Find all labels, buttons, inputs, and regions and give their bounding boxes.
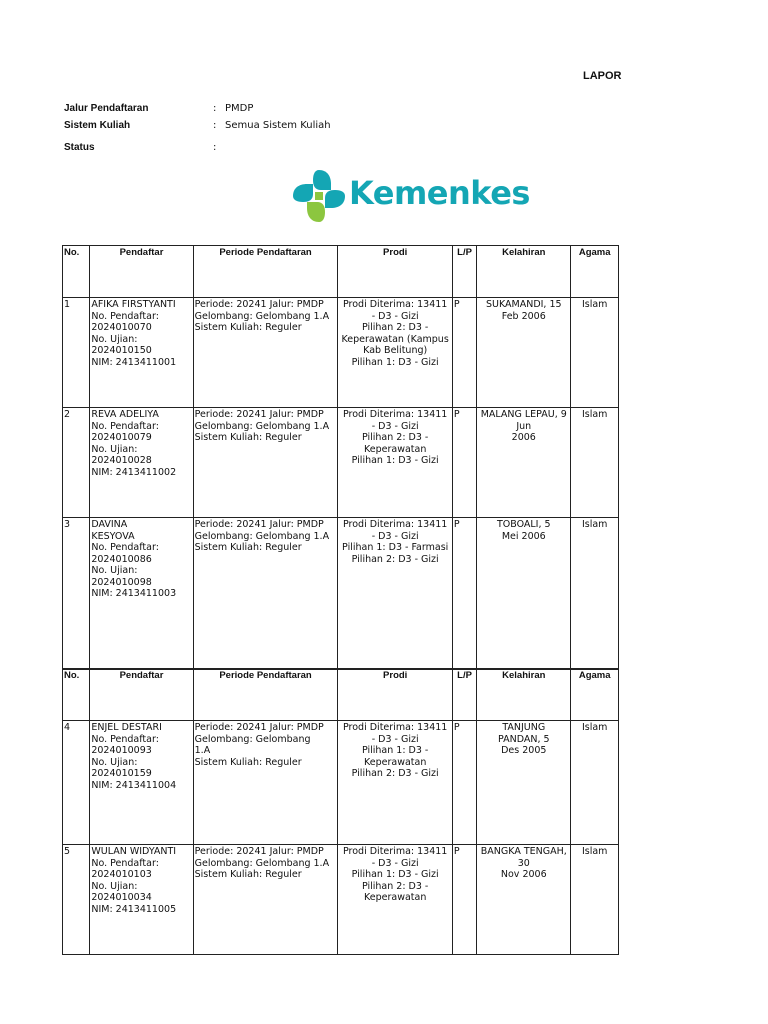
cell-line: 2024010103 — [91, 869, 152, 880]
cell-line: Pilihan 2: D3 - — [361, 322, 429, 333]
col-header-agama: Agama — [571, 246, 619, 298]
cell-line: Pilihan 2: D3 - — [361, 880, 429, 892]
cell-line: 2024010159 — [91, 768, 152, 779]
cell-line: Periode: 20241 Jalur: PMDP — [194, 846, 324, 857]
cell-prodi — [338, 408, 452, 518]
cell-line: 2024010070 — [91, 322, 152, 333]
cell-line: REVA ADELIYA — [91, 409, 159, 420]
cell-no: 5 — [63, 845, 90, 955]
col-header-pendaftar: Pendaftar — [90, 246, 193, 298]
header-label: Sistem Kuliah — [64, 120, 131, 131]
table-row — [63, 721, 619, 845]
cell-line: WULAN WIDYANTI — [91, 846, 177, 857]
cell-lp: P — [452, 721, 476, 845]
cell-line: Pilihan 2: D3 - Gizi — [351, 553, 439, 565]
cell-agama: Islam — [571, 518, 619, 670]
col-header-prodi: Prodi — [338, 246, 452, 298]
header-label: Status — [64, 142, 95, 153]
cell-line: Feb 2006 — [501, 310, 546, 322]
cell-line: ENJEL DESTARI — [91, 722, 162, 733]
cell-line: No. Pendaftar: — [91, 733, 159, 745]
cell-kelahiran — [477, 298, 571, 408]
cell-line: Periode: 20241 Jalur: PMDP — [194, 722, 324, 733]
cell-line: SUKAMANDI, 15 — [485, 299, 562, 310]
cell-line: Sistem Kuliah: Reguler — [194, 322, 302, 333]
cell-line: Gelombang: Gelombang 1.A — [194, 420, 330, 432]
table-header-row — [63, 669, 619, 721]
cell-line: NIM: 2413411003 — [91, 588, 177, 599]
col-header-no: No. — [63, 669, 90, 721]
cell-line: Nov 2006 — [500, 869, 547, 880]
cell-line: Periode: 20241 Jalur: PMDP — [194, 299, 324, 310]
table-row — [63, 298, 619, 408]
cell-line: No. Ujian: — [91, 756, 138, 768]
cell-line: No. Ujian: — [91, 565, 138, 576]
col-header-prodi: Prodi — [338, 669, 452, 721]
cell-line: BANGKA TENGAH, — [480, 846, 567, 857]
cell-no: 1 — [63, 298, 90, 408]
cell-line: Prodi Diterima: 13411 — [342, 299, 448, 310]
col-header-periode: Periode Pendaftaran — [193, 246, 338, 298]
cell-line: 2024010034 — [91, 892, 152, 903]
cell-periode — [193, 518, 338, 670]
cell-line: Periode: 20241 Jalur: PMDP — [194, 519, 324, 530]
col-header-pendaftar: Pendaftar — [90, 669, 193, 721]
cell-line: NIM: 2413411001 — [91, 356, 177, 368]
cell-pendaftar — [90, 518, 193, 670]
cell-line: Prodi Diterima: 13411 — [342, 409, 448, 420]
cell-kelahiran — [477, 845, 571, 955]
cell-prodi — [338, 518, 452, 670]
cell-pendaftar — [90, 408, 193, 518]
cell-line: 2024010098 — [91, 576, 152, 588]
cell-line: 30 — [517, 857, 530, 869]
cell-periode — [193, 298, 338, 408]
cell-line: Kab Belitung) — [363, 345, 428, 356]
cell-agama: Islam — [571, 298, 619, 408]
cell-line: AFIKA FIRSTYANTI — [91, 299, 176, 310]
cell-line: 2024010079 — [91, 432, 152, 443]
kemenkes-logo-icon — [291, 168, 347, 224]
header-colon: : — [213, 103, 217, 114]
report-title: LAPOR — [583, 70, 622, 82]
cell-line: Pilihan 2: D3 - — [361, 432, 429, 443]
cell-line: TOBOALI, 5 — [496, 519, 551, 530]
col-header-kelahiran: Kelahiran — [477, 246, 571, 298]
cell-line: Gelombang: Gelombang 1.A — [194, 530, 330, 542]
table-row — [63, 408, 619, 518]
cell-agama: Islam — [571, 721, 619, 845]
cell-line: Keperawatan — [363, 892, 427, 903]
cell-prodi — [338, 298, 452, 408]
cell-line: No. Pendaftar: — [91, 857, 159, 869]
cell-pendaftar — [90, 845, 193, 955]
cell-line: KESYOVA — [91, 530, 135, 542]
cell-line: 2024010093 — [91, 745, 152, 756]
col-header-agama: Agama — [571, 669, 619, 721]
col-header-periode: Periode Pendaftaran — [193, 669, 338, 721]
cell-prodi — [338, 721, 452, 845]
cell-line: Sistem Kuliah: Reguler — [194, 542, 302, 553]
col-header-no: No. — [63, 246, 90, 298]
kemenkes-logo — [291, 168, 530, 226]
cell-line: 2006 — [511, 432, 536, 443]
col-header-kelahiran: Kelahiran — [477, 669, 571, 721]
cell-line: - D3 - Gizi — [371, 857, 419, 869]
cell-line: Pilihan 1: D3 - Gizi — [351, 869, 439, 880]
table-row — [63, 518, 619, 670]
cell-periode — [193, 408, 338, 518]
cell-line: 1.A — [194, 745, 211, 756]
cell-line: Prodi Diterima: 13411 — [342, 846, 448, 857]
cell-no: 4 — [63, 721, 90, 845]
cell-line: No. Pendaftar: — [91, 420, 159, 432]
cell-kelahiran — [477, 518, 571, 670]
cell-line: MALANG LEPAU, 9 — [480, 409, 567, 420]
cell-line: DAVINA — [91, 519, 128, 530]
cell-line: NIM: 2413411005 — [91, 903, 177, 915]
cell-agama: Islam — [571, 845, 619, 955]
cell-line: 2024010086 — [91, 553, 152, 565]
cell-pendaftar — [90, 721, 193, 845]
cell-line: Pilihan 1: D3 - Gizi — [351, 356, 439, 368]
cell-line: Pilihan 1: D3 - Farmasi — [342, 542, 449, 553]
col-header-lp: L/P — [452, 669, 476, 721]
cell-line: Prodi Diterima: 13411 — [342, 722, 448, 733]
cell-periode — [193, 845, 338, 955]
cell-line: Sistem Kuliah: Reguler — [194, 432, 302, 443]
cell-line: - D3 - Gizi — [371, 530, 419, 542]
cell-lp: P — [452, 518, 476, 670]
cell-line: PANDAN, 5 — [497, 733, 550, 745]
cell-line: Prodi Diterima: 13411 — [342, 519, 448, 530]
cell-line: NIM: 2413411004 — [91, 779, 177, 791]
cell-line: - D3 - Gizi — [371, 733, 419, 745]
cell-line: Pilihan 1: D3 - Gizi — [351, 455, 439, 466]
cell-line: NIM: 2413411002 — [91, 466, 177, 478]
header-colon: : — [213, 120, 217, 131]
cell-pendaftar — [90, 298, 193, 408]
cell-agama: Islam — [571, 408, 619, 518]
cell-line: TANJUNG — [502, 722, 546, 733]
cell-line: 2024010150 — [91, 345, 152, 356]
col-header-lp: L/P — [452, 246, 476, 298]
registrant-table-2 — [62, 668, 619, 955]
cell-line: - D3 - Gizi — [371, 420, 419, 432]
cell-line: - D3 - Gizi — [371, 310, 419, 322]
cell-line: Pilihan 1: D3 - — [361, 745, 429, 756]
cell-line: No. Pendaftar: — [91, 542, 159, 553]
table-header-row — [63, 246, 619, 298]
cell-prodi — [338, 845, 452, 955]
cell-line: Gelombang: Gelombang — [194, 733, 311, 745]
cell-line: Jun — [516, 420, 532, 432]
cell-periode — [193, 721, 338, 845]
kemenkes-logo-text: Kemenkes — [349, 174, 530, 212]
cell-line: Mei 2006 — [501, 530, 546, 542]
header-colon: : — [213, 142, 217, 153]
cell-line: Gelombang: Gelombang 1.A — [194, 857, 330, 869]
registrant-table-1 — [62, 245, 619, 670]
header-value: PMDP — [225, 103, 254, 114]
cell-no: 2 — [63, 408, 90, 518]
cell-line: Keperawatan — [363, 756, 427, 768]
cell-no: 3 — [63, 518, 90, 670]
cell-line: No. Ujian: — [91, 333, 138, 345]
header-label: Jalur Pendaftaran — [64, 103, 149, 114]
cell-line: No. Ujian: — [91, 443, 138, 455]
cell-line: No. Pendaftar: — [91, 310, 159, 322]
cell-line: Pilihan 2: D3 - Gizi — [351, 768, 439, 779]
cell-lp: P — [452, 408, 476, 518]
cell-kelahiran — [477, 408, 571, 518]
cell-lp: P — [452, 845, 476, 955]
cell-line: Sistem Kuliah: Reguler — [194, 756, 302, 768]
cell-line: 2024010028 — [91, 455, 152, 466]
cell-lp: P — [452, 298, 476, 408]
cell-kelahiran — [477, 721, 571, 845]
cell-line: Des 2005 — [501, 745, 547, 756]
cell-line: Keperawatan — [363, 443, 427, 455]
header-value: Semua Sistem Kuliah — [225, 120, 331, 131]
cell-line: Keperawatan (Kampus — [341, 333, 449, 345]
cell-line: Sistem Kuliah: Reguler — [194, 869, 302, 880]
cell-line: Gelombang: Gelombang 1.A — [194, 310, 330, 322]
cell-line: Periode: 20241 Jalur: PMDP — [194, 409, 324, 420]
cell-line: No. Ujian: — [91, 880, 138, 892]
table-row — [63, 845, 619, 955]
